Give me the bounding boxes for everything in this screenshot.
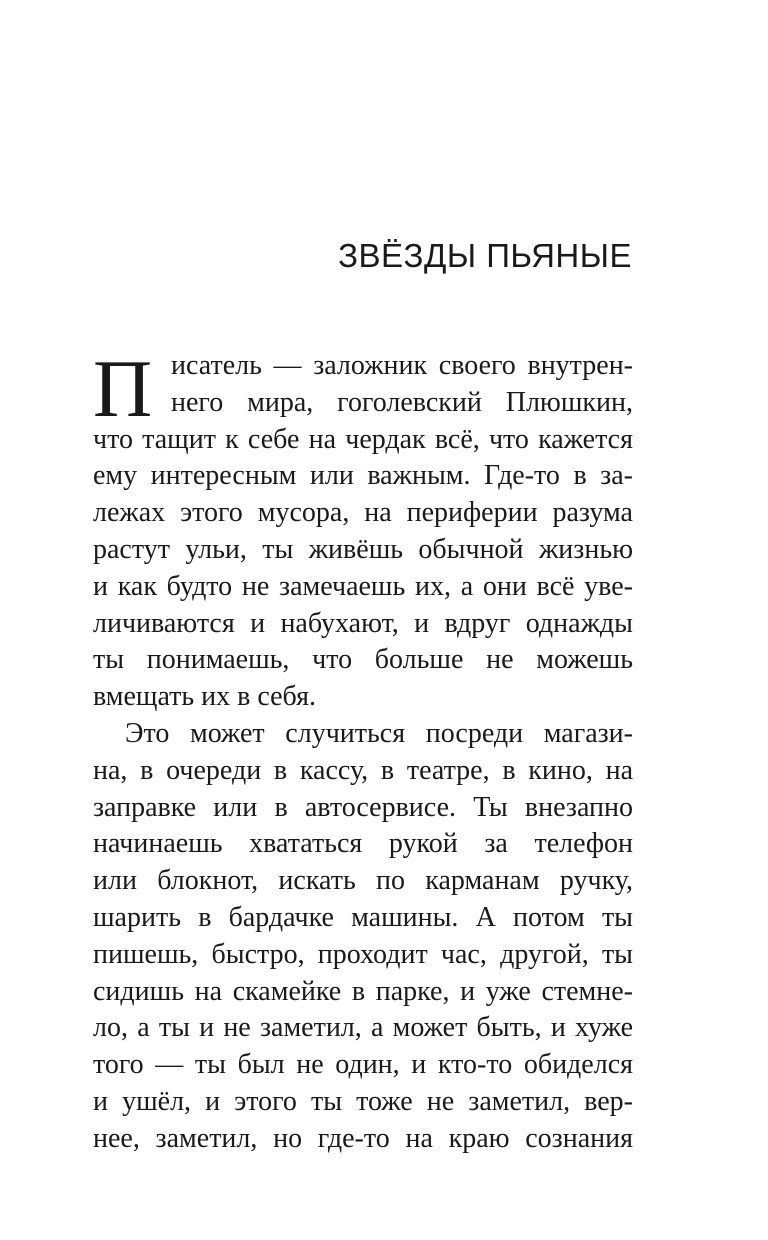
text-line: заправке или в автосервисе. Ты внезапно [93, 791, 633, 823]
text-line: личиваются и набухают, и вдруг однажды [93, 607, 633, 639]
text-line: него мира, гоголевский Плюшкин, [171, 386, 633, 418]
drop-cap: П [93, 343, 153, 434]
text-line: нее, заметил, но где-то на краю сознания [93, 1122, 633, 1154]
text-line: лежах этого мусора, на периферии разума [93, 497, 633, 529]
chapter-title: ЗВЁЗДЫ ПЬЯНЫЕ [338, 237, 632, 274]
body-text [93, 343, 633, 1158]
text-line: что тащит к себе на чердак всё, что кажется [93, 423, 633, 455]
text-line: Это может случиться посреди магази- [125, 717, 633, 749]
text-line: сидишь на скамейке в парке, и уже стемне- [93, 975, 633, 1007]
text-line: растут ульи, ты живёшь обычной жизнью [93, 533, 633, 565]
text-line: исатель — заложник своего внутрен- [171, 350, 633, 381]
text-line: шарить в бардачке машины. А потом ты [93, 901, 633, 933]
text-line: ло, а ты и не заметил, а может быть, и хуже [93, 1012, 633, 1044]
text-line: и ушёл, и этого ты тоже не заметил, вер- [93, 1085, 633, 1117]
text-line: и как будто не замечаешь их, а они всё уве- [93, 570, 633, 602]
text-line: вмещать их в себя. [93, 681, 316, 713]
text-line: на, в очереди в кассу, в театре, в кино, на [93, 754, 633, 786]
text-line: начинаешь хвататься рукой за телефон [93, 828, 633, 860]
text-line: ему интересным или важным. Где-то в за- [93, 460, 633, 492]
text-line: или блокнот, искать по карманам ручку, [93, 865, 633, 897]
text-line: пишешь, быстро, проходит час, другой, ты [93, 938, 633, 970]
text-line: того — ты был не один, и кто-то обиделся [93, 1049, 633, 1081]
text-line: ты понимаешь, что больше не можешь [93, 644, 633, 676]
